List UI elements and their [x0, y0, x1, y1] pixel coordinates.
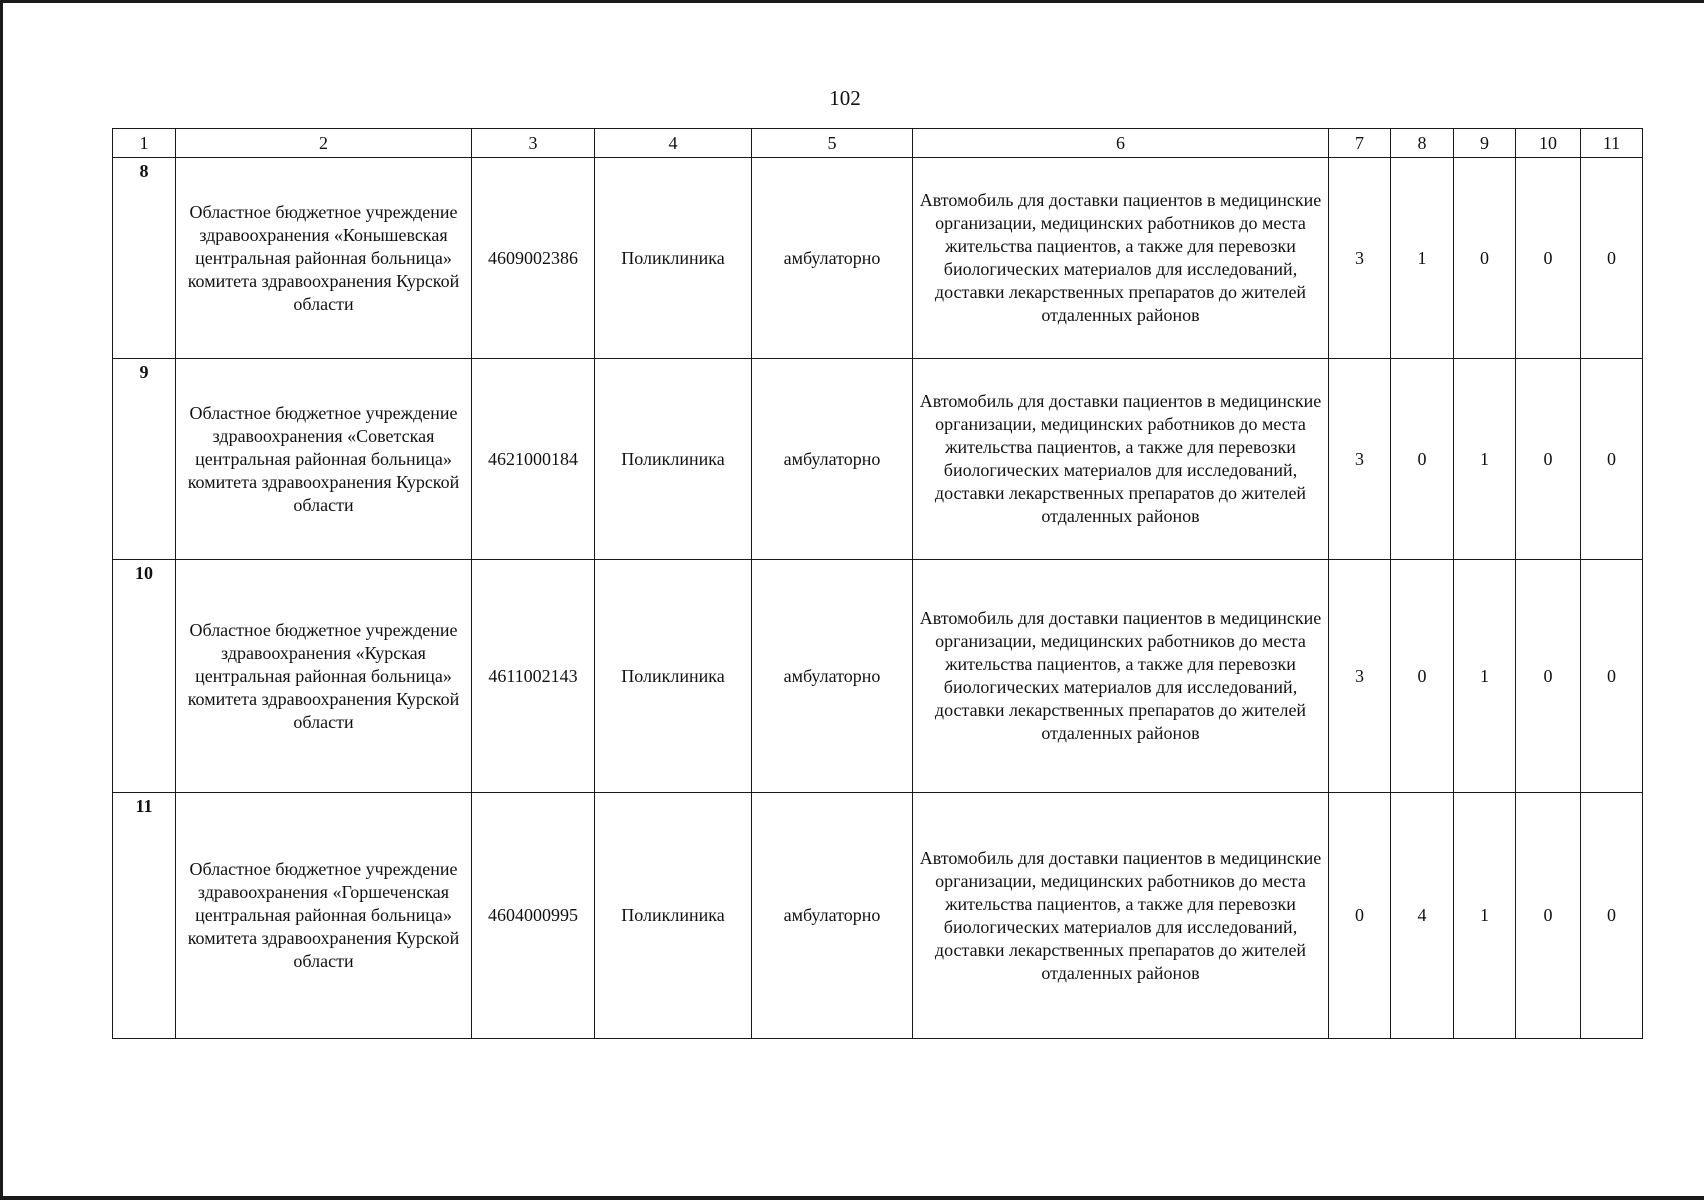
- col9-cell: 1: [1454, 793, 1516, 1039]
- column-number-row: [113, 129, 1643, 158]
- col10-cell: 0: [1516, 158, 1581, 359]
- row-number: 10: [113, 560, 176, 793]
- col9-cell: 1: [1454, 560, 1516, 793]
- scan-edge-top: [0, 0, 1704, 3]
- care-type-cell: амбулаторно: [752, 359, 913, 560]
- scan-edge-left: [0, 0, 3, 1200]
- unit-cell: Поликлиника: [595, 359, 752, 560]
- column-header: 2: [176, 129, 472, 158]
- col8-cell: 1: [1391, 158, 1454, 359]
- unit-cell: Поликлиника: [595, 560, 752, 793]
- col9-cell: 1: [1454, 359, 1516, 560]
- column-header: 4: [595, 129, 752, 158]
- inn-cell: 4604000995: [472, 793, 595, 1039]
- col7-cell: 3: [1329, 158, 1391, 359]
- col8-cell: 0: [1391, 359, 1454, 560]
- care-type-cell: амбулаторно: [752, 793, 913, 1039]
- vehicle-purpose-cell: Автомобиль для доставки пациентов в медицинские организации, медицинских работников до места жительства пациентов, а также для перевозки биологических материалов для исследований, доставки лекарственных препаратов до жителей отдаленных районов: [913, 793, 1329, 1039]
- col11-cell: 0: [1581, 793, 1643, 1039]
- col7-cell: 3: [1329, 359, 1391, 560]
- vehicle-purpose-cell: Автомобиль для доставки пациентов в медицинские организации, медицинских работников до места жительства пациентов, а также для перевозки биологических материалов для исследований, доставки лекарственных препаратов до жителей отдаленных районов: [913, 158, 1329, 359]
- col11-cell: 0: [1581, 158, 1643, 359]
- inn-cell: 4621000184: [472, 359, 595, 560]
- organization-name: Областное бюджетное учреждение здравоохранения «Горшеченская центральная районная больница» комитета здравоохранения Курской области: [176, 793, 472, 1039]
- column-header: 11: [1581, 129, 1643, 158]
- inn-cell: 4609002386: [472, 158, 595, 359]
- col10-cell: 0: [1516, 359, 1581, 560]
- organization-name: Областное бюджетное учреждение здравоохранения «Советская центральная районная больница» комитета здравоохранения Курской области: [176, 359, 472, 560]
- col8-cell: 4: [1391, 793, 1454, 1039]
- col7-cell: 0: [1329, 793, 1391, 1039]
- inn-cell: 4611002143: [472, 560, 595, 793]
- table-row: [113, 158, 1643, 359]
- col9-cell: 0: [1454, 158, 1516, 359]
- table-row: [113, 560, 1643, 793]
- unit-cell: Поликлиника: [595, 793, 752, 1039]
- col8-cell: 0: [1391, 560, 1454, 793]
- row-number: 9: [113, 359, 176, 560]
- column-header: 7: [1329, 129, 1391, 158]
- col10-cell: 0: [1516, 560, 1581, 793]
- vehicle-purpose-cell: Автомобиль для доставки пациентов в медицинские организации, медицинских работников до места жительства пациентов, а также для перевозки биологических материалов для исследований, доставки лекарственных препаратов до жителей отдаленных районов: [913, 560, 1329, 793]
- col11-cell: 0: [1581, 560, 1643, 793]
- vehicle-purpose-cell: Автомобиль для доставки пациентов в медицинские организации, медицинских работников до места жительства пациентов, а также для перевозки биологических материалов для исследований, доставки лекарственных препаратов до жителей отдаленных районов: [913, 359, 1329, 560]
- register-table: [112, 128, 1643, 1039]
- column-header: 1: [113, 129, 176, 158]
- row-number: 8: [113, 158, 176, 359]
- care-type-cell: амбулаторно: [752, 560, 913, 793]
- organization-name: Областное бюджетное учреждение здравоохранения «Конышевская центральная районная больница» комитета здравоохранения Курской области: [176, 158, 472, 359]
- column-header: 8: [1391, 129, 1454, 158]
- column-header: 5: [752, 129, 913, 158]
- col7-cell: 3: [1329, 560, 1391, 793]
- page-number: 102: [829, 86, 861, 110]
- column-header: 10: [1516, 129, 1581, 158]
- column-header: 3: [472, 129, 595, 158]
- organization-name: Областное бюджетное учреждение здравоохранения «Курская центральная районная больница» комитета здравоохранения Курской области: [176, 560, 472, 793]
- table-row: [113, 793, 1643, 1039]
- table-row: [113, 359, 1643, 560]
- scan-edge-bottom: [0, 1196, 1704, 1200]
- col10-cell: 0: [1516, 793, 1581, 1039]
- col11-cell: 0: [1581, 359, 1643, 560]
- unit-cell: Поликлиника: [595, 158, 752, 359]
- row-number: 11: [113, 793, 176, 1039]
- column-header: 6: [913, 129, 1329, 158]
- column-header: 9: [1454, 129, 1516, 158]
- care-type-cell: амбулаторно: [752, 158, 913, 359]
